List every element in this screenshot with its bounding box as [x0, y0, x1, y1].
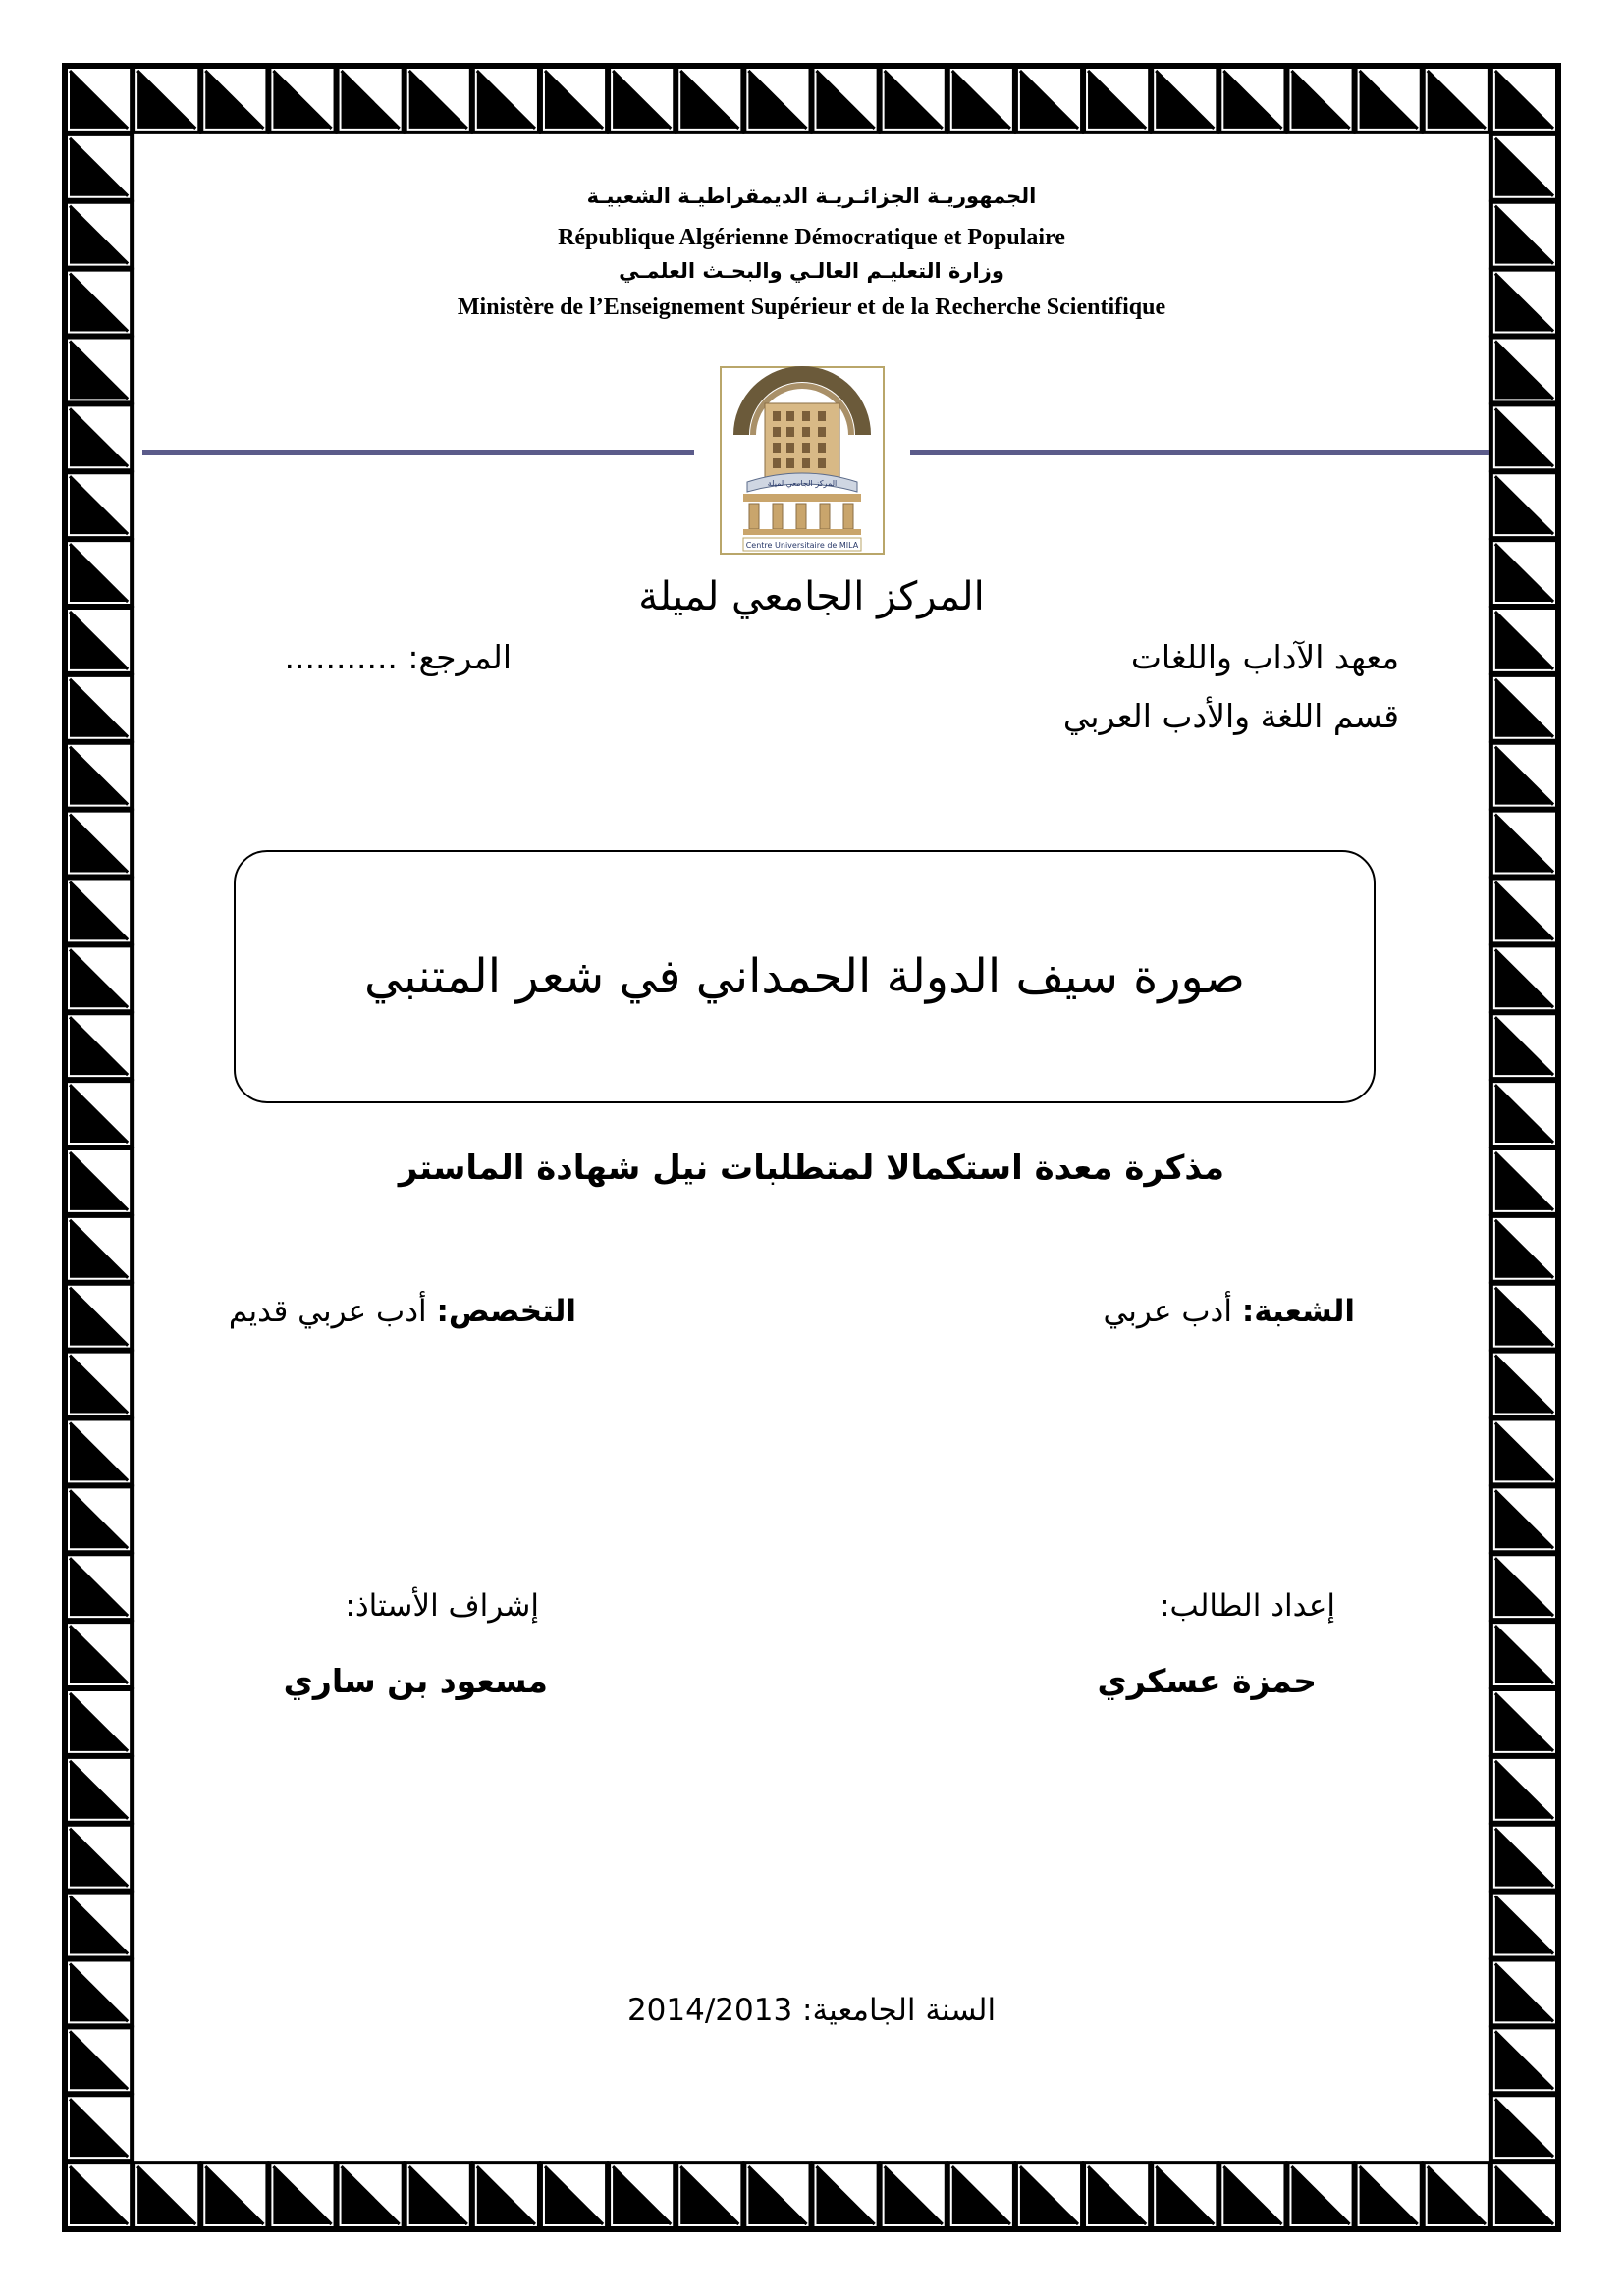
- department-name: قسم اللغة والأدب العربي: [1062, 697, 1399, 735]
- academic-year: السنة الجامعية: 2014/2013: [626, 1993, 997, 2028]
- logo-caption-text: Centre Universitaire de MILA: [745, 541, 859, 550]
- ministry-french: Ministère de l’Enseignement Supérieur et de la Recherche Scientifique: [457, 294, 1166, 320]
- university-logo: [720, 366, 885, 555]
- supervisor-name: مسعود بن ساري: [283, 1662, 548, 1700]
- thesis-subtitle: مذكرة معدة استكمالا لمتطلبات نيل شهادة الماستر: [398, 1148, 1225, 1188]
- republic-french: République Algérienne Démocratique et Populaire: [558, 225, 1065, 250]
- republic-arabic: الجمهوريـة الجزائـريـة الديمقراطيـة الشعبيـة: [586, 185, 1037, 208]
- specialty-label: التخصص:: [436, 1294, 576, 1329]
- specialty-line: [229, 1294, 576, 1329]
- thesis-title-box: [234, 850, 1376, 1103]
- institute-name: معهد الآداب واللغات: [1130, 638, 1399, 676]
- reference-field: المرجع: ...........: [284, 638, 512, 676]
- ministry-arabic: وزارة التعليـم العالـي والبحـث العلمـي: [619, 259, 1004, 283]
- thesis-title: صورة سيف الدولة الحمداني في شعر المتنبي: [363, 949, 1246, 1004]
- supervisor-label: إشراف الأستاذ:: [345, 1588, 539, 1624]
- logo-banner-text: المركز الجامعي لميلة: [767, 479, 838, 488]
- branch-line: [1103, 1294, 1355, 1329]
- branch-label: الشعبة:: [1241, 1294, 1355, 1329]
- right-divider: [910, 450, 1489, 455]
- university-center-name: المركز الجامعي لميلة: [638, 574, 985, 619]
- student-name: حمزة عسكري: [1097, 1662, 1317, 1700]
- specialty-value: أدب عربي قديم: [228, 1294, 437, 1329]
- left-divider: [142, 450, 694, 455]
- student-label: إعداد الطالب:: [1160, 1588, 1335, 1624]
- branch-value: أدب عربي: [1103, 1294, 1242, 1329]
